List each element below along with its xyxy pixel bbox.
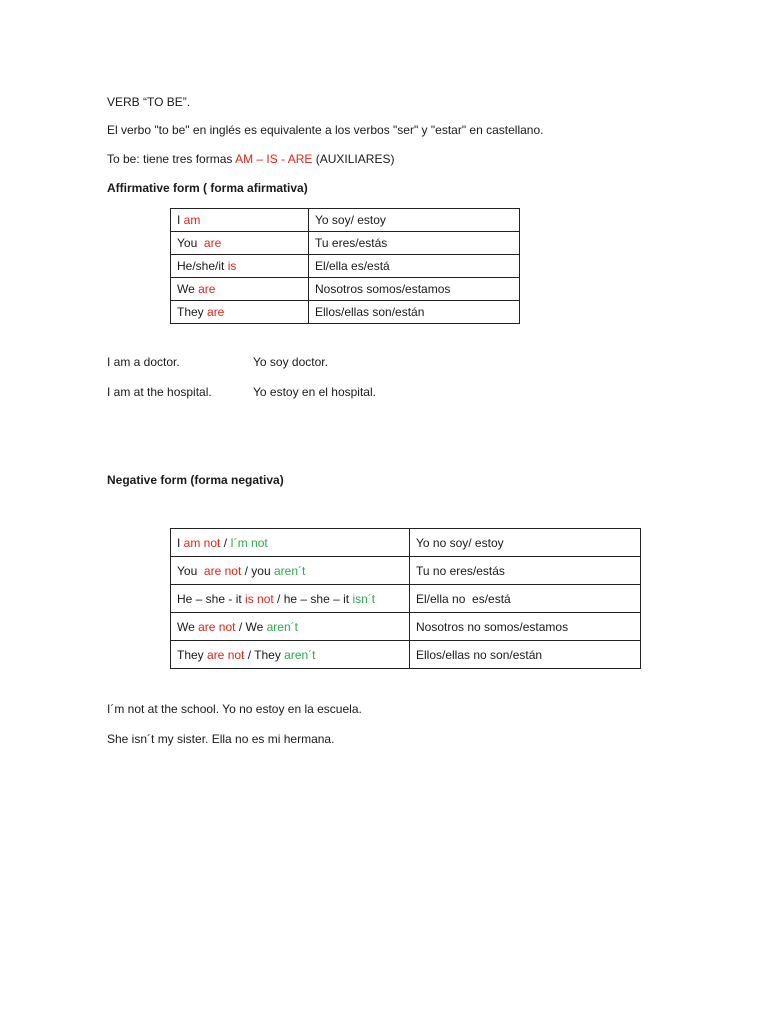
pronoun-cell (171, 585, 410, 613)
pronoun-cell (171, 641, 410, 669)
separator: / you (241, 563, 274, 578)
translation-cell: Nosotros somos/estamos (309, 278, 520, 301)
pronoun-cell (171, 557, 410, 585)
example-spanish: Yo soy doctor. (253, 355, 328, 369)
table-row (171, 585, 641, 613)
forms-list: AM – IS - ARE (235, 152, 313, 166)
table-row (171, 232, 520, 255)
forms-line (107, 151, 394, 167)
translation-cell: El/ella no es/está (410, 585, 641, 613)
pronoun: I (177, 213, 184, 227)
pronoun-cell (171, 529, 410, 557)
negative-full-form: are not (203, 563, 242, 578)
negative-contraction: I´m not (230, 535, 268, 550)
table-row (171, 641, 641, 669)
intro-text: El verbo "to be" en inglés es equivalente a los verbos "ser" y "estar" en castellano. (107, 123, 544, 137)
negative-full-form: are not (207, 647, 245, 662)
verb-form: are (207, 305, 225, 319)
table-row (171, 557, 641, 585)
translation-cell: Yo no soy/ estoy (410, 529, 641, 557)
separator: / We (235, 619, 267, 634)
pronoun-cell (171, 278, 309, 301)
negative-contraction: aren´t (273, 563, 306, 578)
negative-example: She isn´t my sister. Ella no es mi hermana. (107, 732, 335, 746)
negative-contraction: aren´t (284, 647, 316, 662)
translation-cell: Tu no eres/estás (410, 557, 641, 585)
pronoun: He – she - it (177, 591, 246, 606)
translation-cell: Ellos/ellas no son/están (410, 641, 641, 669)
example-english: I am a doctor. (107, 355, 180, 369)
translation-cell: Yo soy/ estoy (309, 209, 520, 232)
verb-form: am (183, 213, 201, 227)
pronoun: They (177, 647, 208, 662)
negative-contraction: isn´t (352, 591, 376, 606)
pronoun: We (177, 282, 199, 296)
pronoun: We (177, 619, 199, 634)
negative-example: I´m not at the school. Yo no estoy en la escuela. (107, 702, 362, 716)
translation-cell: Ellos/ellas son/están (309, 301, 520, 324)
table-row (171, 209, 520, 232)
pronoun-cell (171, 301, 309, 324)
verb-form: are (198, 282, 216, 296)
separator: / They (244, 647, 285, 662)
table-row (171, 529, 641, 557)
affirmative-heading: Affirmative form ( forma afirmativa) (107, 181, 308, 195)
table-row (171, 278, 520, 301)
verb-form: are (203, 236, 222, 250)
pronoun: They (177, 305, 208, 319)
table-row (171, 301, 520, 324)
pronoun-cell (171, 232, 309, 255)
negative-full-form: are not (198, 619, 236, 634)
negative-full-form: is not (245, 591, 274, 606)
pronoun: I (177, 535, 184, 550)
pronoun-cell (171, 255, 309, 278)
pronoun: You (177, 563, 204, 578)
separator: / (220, 535, 231, 550)
translation-cell: El/ella es/está (309, 255, 520, 278)
pronoun: He/she/it (177, 259, 228, 273)
negative-table (170, 528, 641, 669)
translation-cell: Tu eres/estás (309, 232, 520, 255)
forms-suffix: (AUXILIARES) (312, 152, 395, 166)
pronoun-cell (171, 209, 309, 232)
verb-form: is (227, 259, 237, 273)
table-row (171, 255, 520, 278)
example-english: I am at the hospital. (107, 385, 212, 399)
table-row (171, 613, 641, 641)
separator: / he – she – it (273, 591, 353, 606)
forms-prefix: To be: tiene tres formas (107, 152, 236, 166)
negative-full-form: am not (183, 535, 221, 550)
pronoun-cell (171, 613, 410, 641)
page-title: VERB “TO BE”. (107, 95, 191, 109)
negative-contraction: aren´t (266, 619, 298, 634)
pronoun: You (177, 236, 204, 250)
negative-heading: Negative form (forma negativa) (107, 473, 284, 487)
example-spanish: Yo estoy en el hospital. (253, 385, 376, 399)
translation-cell: Nosotros no somos/estamos (410, 613, 641, 641)
affirmative-table (170, 208, 520, 324)
